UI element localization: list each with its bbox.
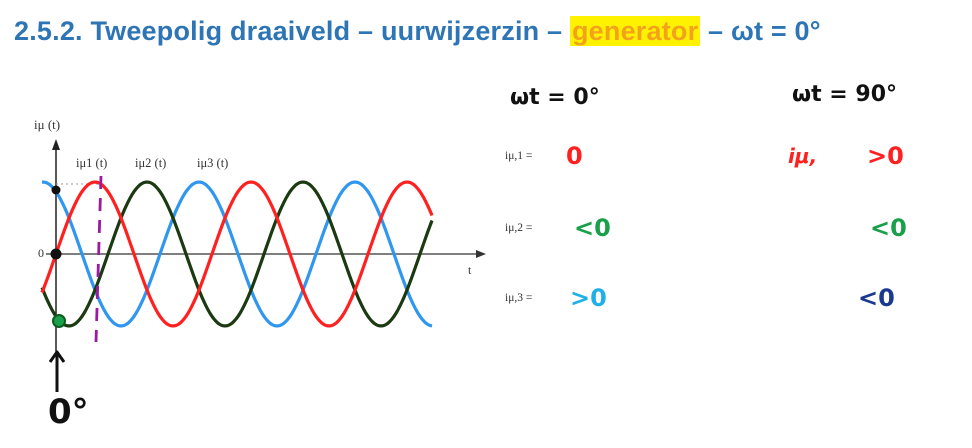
zero-label: 0 [38, 246, 44, 260]
column-header-0: ωt = 0° [510, 85, 600, 110]
dot-i2 [53, 315, 65, 327]
angle-label: 0° [48, 392, 89, 432]
value-i1-0deg: 0 [566, 142, 583, 170]
column-header-1: ωt = 90° [792, 82, 898, 107]
value-i3-0deg: >0 [570, 284, 607, 312]
legend-i1: iμ1 (t) [76, 156, 108, 170]
row-label-i2: iμ,2 = [505, 222, 533, 234]
x-axis-arrow [476, 250, 486, 258]
x-axis-label: t [468, 263, 472, 277]
legend-i3: iμ3 (t) [197, 156, 229, 170]
title-suffix: – ωt = 0° [700, 16, 821, 46]
title-prefix: 2.5.2. Tweepolig draaiveld – uurwijzerzin – [14, 16, 570, 46]
value-i1-90deg: >0 [867, 142, 904, 170]
value-i3-90deg: <0 [858, 284, 895, 312]
legend-i2: iμ2 (t) [135, 156, 167, 170]
value-i1-90deg-prefix: iμ, [788, 144, 818, 168]
title-highlight: generator [571, 16, 699, 46]
time-marker-line [96, 176, 101, 342]
value-i2-90deg: <0 [870, 214, 907, 242]
y-axis-arrow [52, 139, 60, 150]
y-axis-label: iμ (t) [34, 117, 61, 132]
dot-i3 [52, 186, 61, 195]
value-i2-0deg: <0 [574, 214, 611, 242]
dot-i1 [51, 249, 62, 260]
row-label-i3: iμ,3 = [505, 292, 533, 304]
row-label-i1: iμ,1 = [505, 150, 533, 162]
